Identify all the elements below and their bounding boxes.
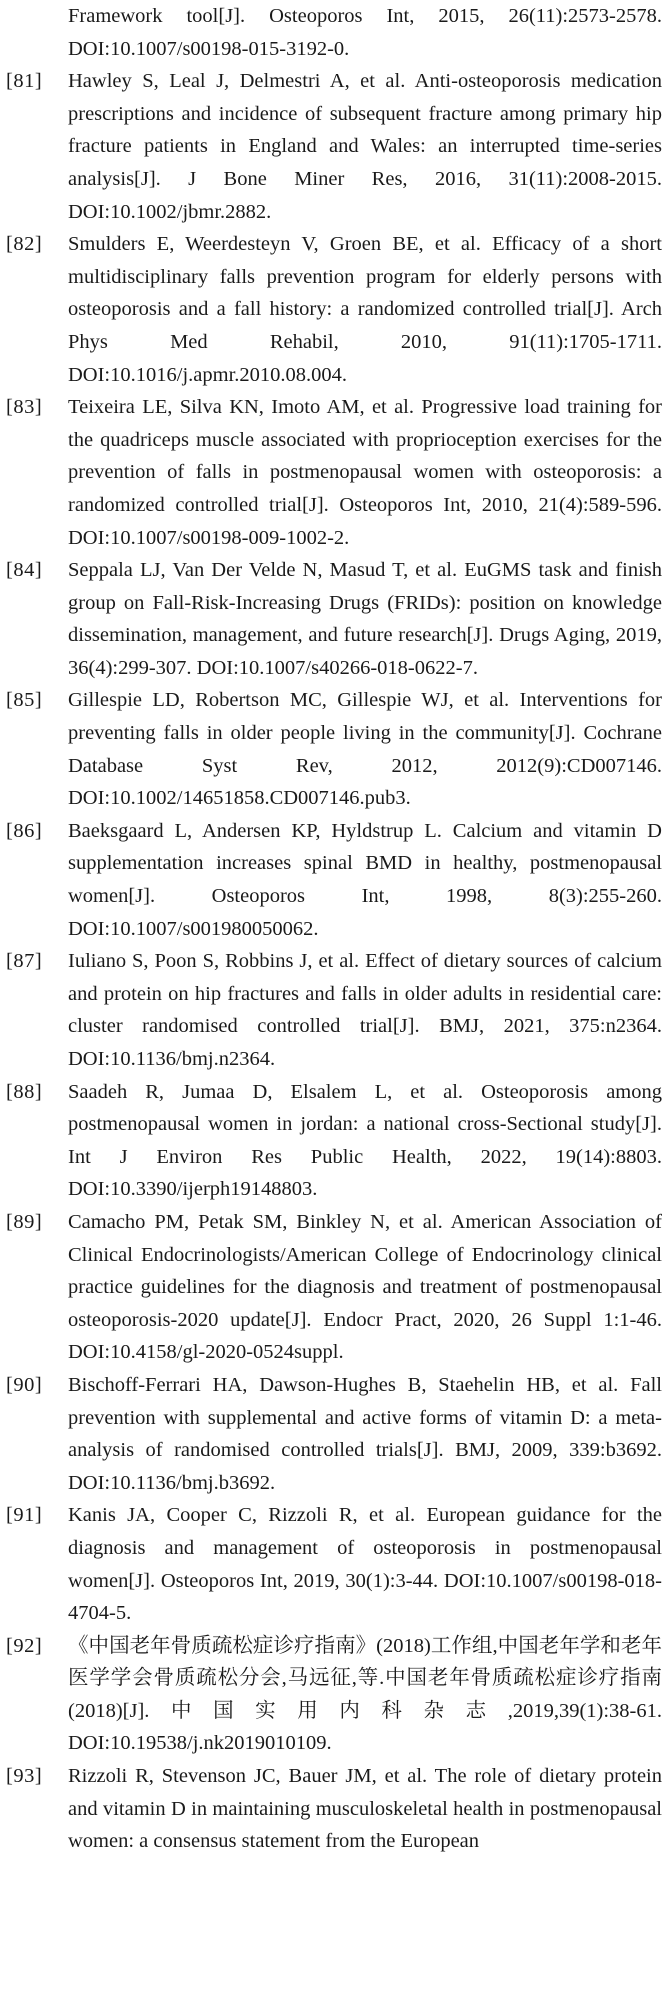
reference-number: [81] [6, 70, 43, 93]
reference-entry [6, 945, 662, 1075]
reference-text: 《中国老年骨质疏松症诊疗指南》(2018)工作组,中国老年学和老年医学学会骨质疏松分会,马远征,等.中国老年骨质疏松症诊疗指南(2018)[J].中国实用内科杂志,2019,39(1):38-61. DOI:10.19538/j.nk2019010109. [68, 1634, 662, 1755]
reference-number: [86] [6, 819, 43, 842]
reference-entry [6, 1369, 662, 1499]
reference-text: Kanis JA, Cooper C, Rizzoli R, et al. European guidance for the diagnosis and management of osteoporosis in postmenopausal women[J]. Osteoporos Int, 2019, 30(1):3-44. DOI:10.1007/s00198-018-4704-5. [68, 1504, 662, 1625]
reference-entry [6, 1630, 662, 1760]
reference-entry [6, 1760, 662, 1858]
reference-text: Seppala LJ, Van Der Velde N, Masud T, et al. EuGMS task and finish group on Fall-Risk-Increasing Drugs (FRIDs): position on knowledge dissemination, management, and future research[J]. Drugs Aging, 2019, 36(4):299-307. DOI:10.1007/s40266-018-0622-7. [68, 559, 662, 679]
reference-text: Iuliano S, Poon S, Robbins J, et al. Effect of dietary sources of calcium and protein on hip fractures and falls in older adults in residential care: cluster randomised controlled trial[J]. BMJ, 2021, 375:n2364. DOI:10.1136/bmj.n2364. [68, 950, 662, 1070]
reference-entry [6, 684, 662, 814]
reference-entry [6, 554, 662, 684]
reference-number: [85] [6, 689, 43, 712]
reference-number: [89] [6, 1210, 43, 1233]
reference-text: Smulders E, Weerdesteyn V, Groen BE, et al. Efficacy of a short multidisciplinary falls prevention program for elderly persons with osteoporosis and a fall history: a randomized controlled trial[J]. Arch Phys Med Rehabil, 2010, 91(11):1705-1711. DOI:10.1016/j.apmr.2010.08.004. [68, 233, 662, 386]
reference-entry [6, 228, 662, 391]
reference-text: Hawley S, Leal J, Delmestri A, et al. Anti-osteoporosis medication prescriptions and incidence of subsequent fracture among primary hip fracture patients in England and Wales: an interrupted time-series analysis[J]. J Bone Miner Res, 2016, 31(11):2008-2015. DOI:10.1002/jbmr.2882. [68, 70, 662, 223]
reference-number: [88] [6, 1080, 43, 1103]
reference-number: [93] [6, 1765, 43, 1788]
reference-text: Gillespie LD, Robertson MC, Gillespie WJ, et al. Interventions for preventing falls in older people living in the community[J]. Cochrane Database Syst Rev, 2012, 2012(9):CD007146. DOI:10.1002/14651858.CD007146.pub3. [68, 689, 662, 810]
reference-text: Camacho PM, Petak SM, Binkley N, et al. American Association of Clinical Endocrinologists/American College of Endocrinology clinical practice guidelines for the diagnosis and treatment of postmenopausal osteoporosis-2020 update[J]. Endocr Pract, 2020, 26 Suppl 1:1-46. DOI:10.4158/gl-2020-0524suppl. [68, 1210, 662, 1364]
reference-entry [6, 391, 662, 554]
reference-number: [87] [6, 950, 43, 973]
reference-text: Baeksgaard L, Andersen KP, Hyldstrup L. Calcium and vitamin D supplementation increases spinal BMD in healthy, postmenopausal women[J]. Osteoporos Int, 1998, 8(3):255-260. DOI:10.1007/s001980050062. [68, 819, 662, 940]
reference-text: Teixeira LE, Silva KN, Imoto AM, et al. Progressive load training for the quadriceps muscle associated with proprioception exercises for the prevention of falls in postmenopausal women with osteoporosis: a randomized controlled trial[J]. Osteoporos Int, 2010, 21(4):589-596. DOI:10.1007/s00198-009-1002-2. [68, 396, 662, 549]
reference-number: [83] [6, 396, 43, 419]
reference-entry [6, 1499, 662, 1629]
reference-number: [90] [6, 1373, 43, 1396]
reference-text: Rizzoli R, Stevenson JC, Bauer JM, et al. The role of dietary protein and vitamin D in maintaining musculoskeletal health in postmenopausal women: a consensus statement from the European [68, 1765, 662, 1853]
reference-number: [84] [6, 559, 43, 582]
reference-text: Bischoff-Ferrari HA, Dawson-Hughes B, Staehelin HB, et al. Fall prevention with supplemental and active forms of vitamin D: a meta-analysis of randomised controlled trials[J]. BMJ, 2009, 339:b3692. DOI:10.1136/bmj.b3692. [68, 1373, 662, 1494]
reference-text: Framework tool[J]. Osteoporos Int, 2015, 26(11):2573-2578. DOI:10.1007/s00198-015-3192-0. [68, 5, 662, 60]
reference-entry [6, 1076, 662, 1206]
reference-number: [82] [6, 233, 43, 256]
reference-entry [6, 65, 662, 228]
reference-number: [92] [6, 1634, 43, 1657]
reference-text: Saadeh R, Jumaa D, Elsalem L, et al. Osteoporosis among postmenopausal women in jordan: a national cross-Sectional study[J]. Int J Environ Res Public Health, 2022, 19(14):8803. DOI:10.3390/ijerph19148803. [68, 1080, 662, 1201]
reference-entry [6, 1206, 662, 1369]
reference-entry [6, 0, 662, 65]
reference-number: [91] [6, 1504, 43, 1527]
reference-entry [6, 815, 662, 945]
